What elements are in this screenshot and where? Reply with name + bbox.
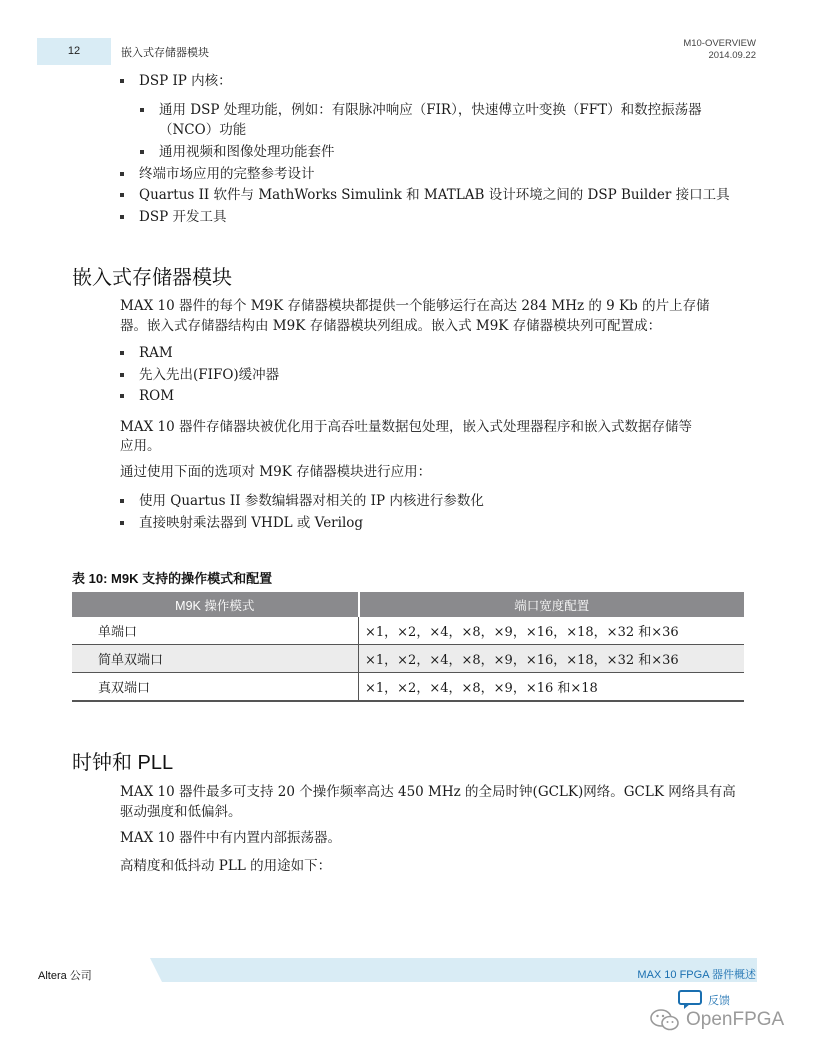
table-row [72, 645, 744, 673]
list-item: DSP IP 内核： [120, 72, 232, 90]
table-header-row [72, 592, 744, 617]
memory-options-intro: 通过使用下面的选项对 M9K 存储器模块进行应用： [120, 464, 432, 480]
section-title-clock: 时钟和 PLL [72, 752, 174, 774]
section-title-memory: 嵌入式存储器模块 [72, 267, 232, 289]
bullet-icon [120, 79, 124, 83]
wechat-icon [650, 1008, 680, 1032]
sub-list-item: 通用视频和图像处理功能套件 [140, 143, 335, 161]
page-number: 12 [37, 38, 111, 65]
column-header: M9K 操作模式 [72, 592, 359, 617]
column-header: 端口宽度配置 [359, 592, 745, 617]
feedback-link[interactable] [678, 990, 730, 1010]
header-date: 2014.09.22 [708, 50, 756, 61]
table-cell: ×1，×2，×4，×8，×9，×16，×18，×32 和×36 [359, 645, 745, 673]
clock-para-1-line-2: 驱动强度和低偏斜。 [120, 804, 242, 820]
bullet-icon [120, 172, 124, 176]
table-cell: ×1，×2，×4，×8，×9，×16，×18，×32 和×36 [359, 617, 745, 645]
table-row [72, 673, 744, 702]
bullet-icon [120, 499, 124, 503]
table-cell: 真双端口 [72, 673, 359, 702]
list-item: 先入先出(FIFO)缓冲器 [120, 366, 279, 384]
memory-intro-line-2: 器。嵌入式存储器结构由 M9K 存储器模块列组成。嵌入式 M9K 存储器模块列可配置成： [120, 318, 662, 334]
list-item: 使用 Quartus II 参数编辑器对相关的 IP 内核进行参数化 [120, 492, 484, 510]
list-item: ROM [120, 387, 174, 405]
memory-optimized-line-2: 应用。 [120, 438, 161, 454]
memory-optimized-line-1: MAX 10 器件存储器块被优化用于高吞吐量数据包处理，嵌入式处理器程序和嵌入式数据存储等 [120, 419, 692, 435]
table-cell: ×1，×2，×4，×8，×9，×16 和×18 [359, 673, 745, 702]
m9k-modes-table [72, 592, 744, 702]
memory-intro-line-1: MAX 10 器件的每个 M9K 存储器模块都提供一个能够运行在高达 284 MHz 的 9 Kb 的片上存储 [120, 298, 710, 314]
clock-para-3: 高精度和低抖动 PLL 的用途如下： [120, 858, 332, 874]
table-caption: 表 10: M9K 支持的操作模式和配置 [72, 571, 273, 586]
list-item: 直接映射乘法器到 VHDL 或 Verilog [120, 514, 363, 532]
clock-para-1-line-1: MAX 10 器件最多可支持 20 个操作频率高达 450 MHz 的全局时钟(GCLK)网络。GCLK 网络具有高 [120, 784, 736, 800]
table-row [72, 617, 744, 645]
list-item: 终端市场应用的完整参考设计 [120, 165, 315, 183]
footer-doc-title: MAX 10 FPGA 器件概述 [637, 969, 756, 981]
watermark [650, 1008, 784, 1032]
sub-list-item-continuation: （NCO）功能 [159, 122, 247, 138]
list-item: Quartus II 软件与 MathWorks Simulink 和 MATLAB 设计环境之间的 DSP Builder 接口工具 [120, 186, 730, 204]
bullet-icon [120, 193, 124, 197]
bullet-icon [120, 394, 124, 398]
feedback-icon [678, 990, 702, 1010]
header-doc-id: M10-OVERVIEW [683, 38, 756, 49]
bullet-icon [120, 351, 124, 355]
bullet-icon [140, 108, 144, 112]
table-cell: 单端口 [72, 617, 359, 645]
table-cell: 简单双端口 [72, 645, 359, 673]
sub-list-item: 通用 DSP 处理功能，例如：有限脉冲响应（FIR），快速傅立叶变换（FFT）和数控振荡器 [140, 101, 702, 119]
list-item: DSP 开发工具 [120, 208, 226, 226]
bullet-icon [120, 521, 124, 525]
bullet-icon [120, 373, 124, 377]
feedback-label: 反馈 [708, 995, 730, 1007]
bullet-icon [140, 150, 144, 154]
clock-para-2: MAX 10 器件中有内置内部振荡器。 [120, 830, 341, 846]
footer-company: Altera 公司 [38, 970, 92, 982]
header-section-title: 嵌入式存储器模块 [121, 47, 209, 59]
header-doc-info [683, 38, 756, 62]
bullet-icon [120, 215, 124, 219]
list-item: RAM [120, 344, 173, 362]
watermark-text: OpenFPGA [686, 1009, 785, 1030]
